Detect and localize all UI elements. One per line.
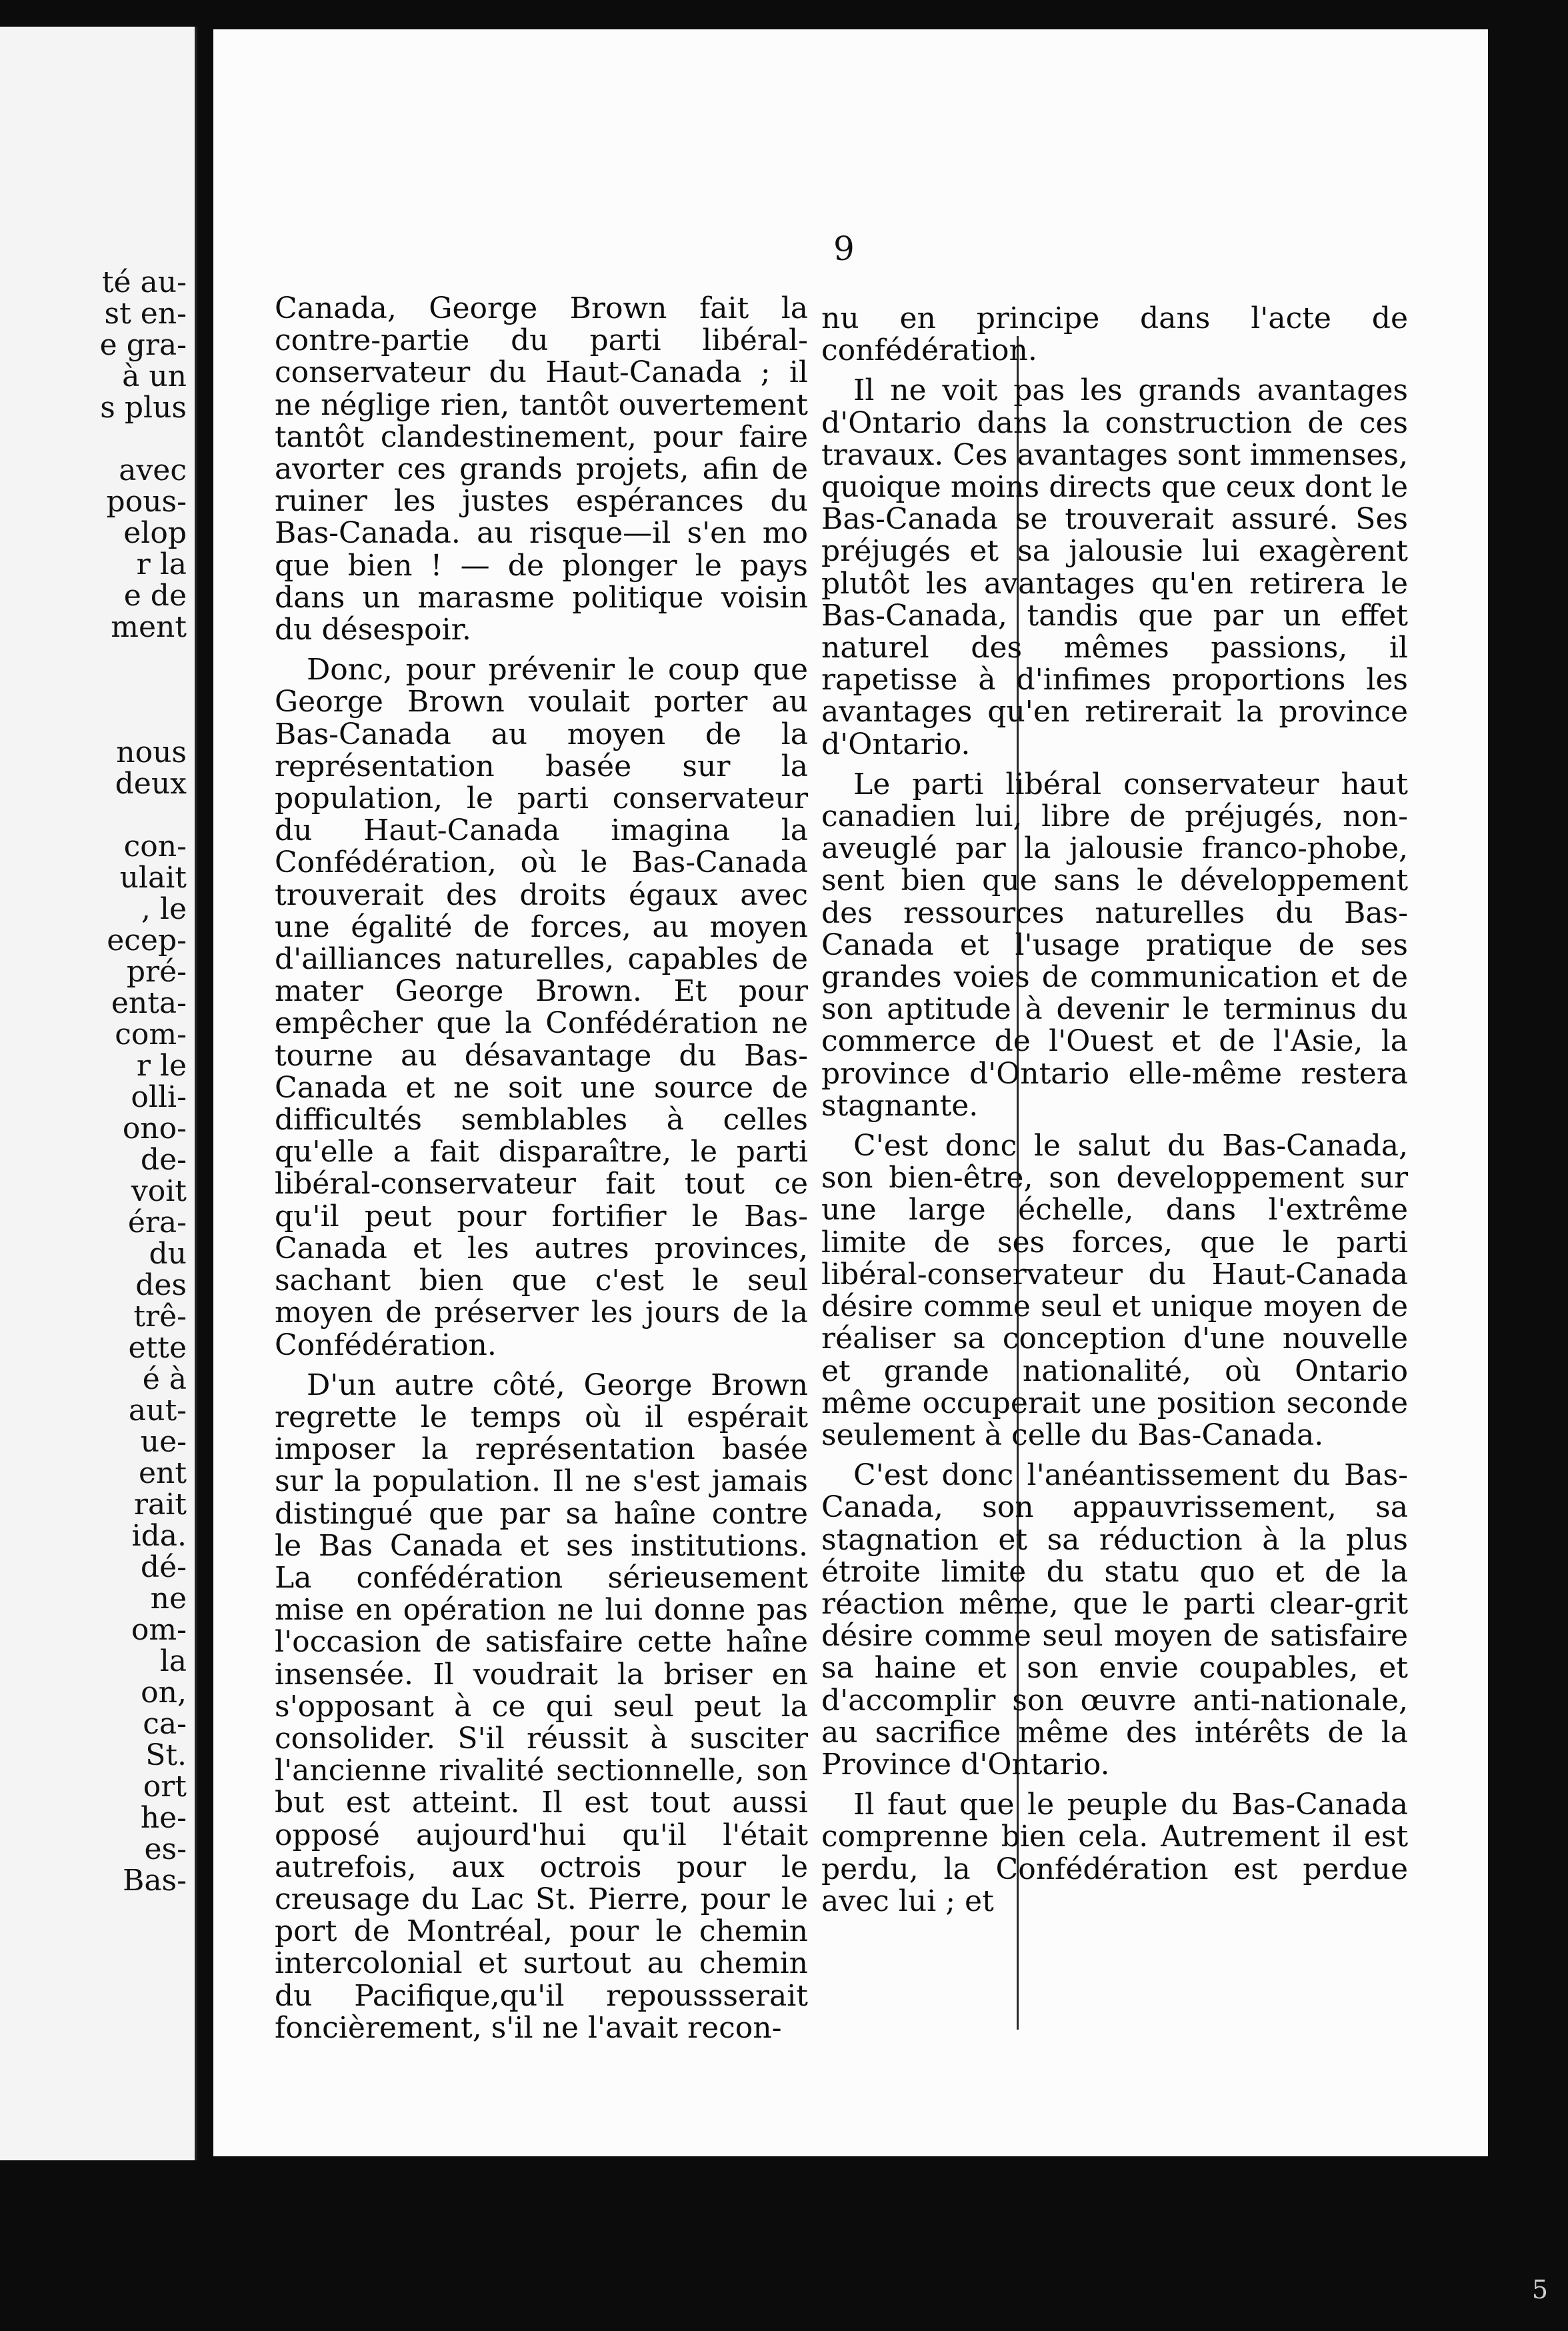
fragment-line: ne [150,1582,187,1616]
previous-page-edge [0,27,197,2160]
paragraph: C'est donc l'anéantissement du Bas-Canada, son appauvrissement, sa stagnation et sa réduction à la plus étroite limite du statu quo et de la réaction même, que le parti clear-grit désire comme seul moyen de satisfaire sa haine et son envie coupables, et d'accomplir son œuvre anti-nationale, au sacrifice même des intérêts de la Province d'Ontario. [821,1458,1408,1782]
fragment-line: st en- [104,297,187,331]
fragment-line [100,674,187,705]
fragment-line: pous- [106,485,187,519]
fragment-line: enta- [111,986,187,1020]
fragment-line: ment [111,610,187,644]
fragment-line: ette [128,1331,187,1365]
fragment-line: de- [140,1143,187,1177]
corner-mark: 5 [1531,2275,1548,2304]
fragment-line [100,643,187,674]
fragment-line: ent [138,1456,187,1490]
fragment-line: ue- [140,1425,187,1459]
fragment-line: nous [116,735,187,769]
fragment-line [100,705,187,737]
fragment-line: com- [115,1017,187,1051]
fragment-line: ono- [122,1111,187,1145]
right-text-column [821,303,1408,1926]
paragraph: Il ne voit pas les grands avantages d'Ontario dans la construction de ces travaux. Ces avantages sont immenses, quoique moins directs que ceux dont le Bas-Canada se trouverait assuré. Ses préjugés et sa jalousie lui exagèrent plutôt les avantages qu'en retirera le Bas-Canada, tandis que par un effet naturel des mêmes passions, il rapetisse à d'infimes proportions les avantages qu'en retirerait la province d'Ontario. [821,373,1408,761]
paragraph: Donc, pour prévenir le coup que George Brown voulait porter au Bas-Canada au moyen de la représentation basée sur la population, le parti conservateur du Haut-Canada imagina la Confédération, où le Bas-Canada trouverait des droits égaux avec une égalité de forces, au moyen d'ailliances naturelles, capables de mater George Brown. Et pour empêcher que la Confédération ne tourne au désavantage du Bas-Canada et ne soit une source de difficultés semblables à celles qu'elle a fait disparaître, le parti libéral-conservateur fait tout ce qu'il peut pour fortifier le Bas-Canada et les autres provinces, sachant bien que c'est le seul moyen de préserver les jours de la Confédération. [275,653,808,1362]
fragment-line: Bas- [122,1864,187,1898]
fragment-line: St. [145,1738,187,1772]
paragraph: nu en principe dans l'acte de confédération. [821,301,1408,368]
fragment-line: éra- [127,1206,187,1240]
fragment-line: , le [141,892,187,926]
document-page [213,29,1488,2156]
fragment-line: té au- [101,265,187,299]
fragment-line: voit [131,1174,187,1208]
fragment-line: con- [123,829,187,863]
fragment-line: s plus [100,391,187,425]
fragment-line: om- [131,1613,187,1647]
fragment-line: ida. [131,1519,187,1553]
paragraph: Canada, George Brown fait la contre-partie du parti libéral-conservateur du Haut-Canada ; il ne néglige rien, tantôt ouvertement tantôt clandestinement, pour faire avorter ces grands projets, afin de ruiner les justes espérances du Bas-Canada. au risque—il s'en mo que bien ! — de plonger le pays dans un marasme politique voisin du désespoir. [275,291,808,647]
fragment-line: es- [144,1832,187,1866]
fragment-line: ulait [119,861,187,895]
fragment-line: elop [123,516,187,550]
fragment-line: ecep- [107,923,187,957]
paragraph: C'est donc le salut du Bas-Canada, son bien-être, son developpement sur une large échelle, dans l'extrême limite de ses forces, que le parti libéral-conservateur du Haut-Canada désire comme seul et unique moyen de réaliser sa conception d'une nouvelle et grande nationalité, où Ontario même occuperait une position seconde seulement à celle du Bas-Canada. [821,1129,1408,1452]
fragment-line: r le [136,1049,187,1083]
fragment-line: du [149,1237,187,1271]
fragment-line: aut- [128,1394,187,1428]
fragment-line: he- [140,1801,187,1835]
fragment-line: la [159,1644,187,1678]
fragment-line: dé- [140,1550,187,1584]
fragment-line: on, [141,1676,187,1710]
fragment-line: é à [142,1362,187,1396]
fragment-line: e gra- [99,328,187,362]
paragraph: D'un autre côté, George Brown regrette le temps où il espérait imposer la représentation basée sur la population. Il ne s'est jamais distingué que par sa haîne contre le Bas Canada et ses institutions. La confédération sérieusement mise en opération ne lui donne pas l'occasion de satisfaire cette haîne insensée. Il voudrait la briser en s'opposant à ce qui seul peut la consolider. S'il réussit à susciter l'ancienne rivalité sectionnelle, son but est atteint. Il est tout aussi opposé aujourd'hui qu'il l'était autrefois, aux octrois pour le creusage du Lac St. Pierre, pour le port de Montréal, pour le chemin intercolonial et surtout au chemin du Pacifique,qu'il repoussserait foncièrement, s'il ne l'avait recon- [275,1368,808,2045]
fragment-line: olli- [131,1080,187,1114]
fragment-line: pré- [126,955,187,989]
fragment-line: e de [123,579,187,613]
fragment-line: des [135,1268,187,1302]
page-number: 9 [833,229,855,268]
fragment-line [100,423,187,455]
fragment-line: deux [115,767,187,801]
fragment-line: à un [122,359,187,393]
fragment-line: trê- [133,1300,187,1334]
previous-page-fragments [100,267,187,1896]
paragraph: Le parti libéral conservateur haut canadien lui, libre de préjugés, non-aveuglé par la jalousie franco-phobe, sent bien que sans le développement des ressources naturelles du Bas-Canada et l'usage pratique de ses grandes voies de communication et de son aptitude à devenir le terminus du commerce de l'Ouest et de l'Asie, la province d'Ontario elle-même restera stagnante. [821,767,1408,1123]
paragraph: Il faut que le peuple du Bas-Canada comprenne bien cela. Autrement il est perdu, la Confédération est perdue avec lui ; et [821,1788,1408,1918]
fragment-line [100,799,187,831]
fragment-line: r la [136,547,187,581]
fragment-line: rait [133,1488,187,1522]
fragment-line: avec [119,453,187,487]
left-text-column [275,293,808,2052]
fragment-line: ca- [143,1707,187,1741]
fragment-line: ort [143,1770,187,1804]
